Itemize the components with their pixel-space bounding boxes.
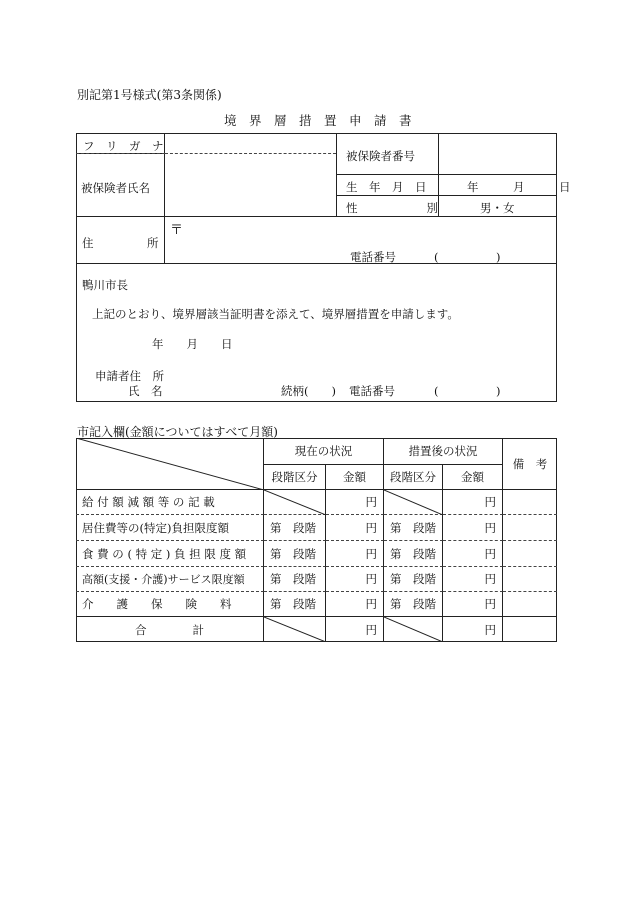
row5-remarks[interactable] [503, 592, 557, 617]
applicant-phone-label: 電話番号 [349, 384, 395, 398]
phone-label: 電話番号 [350, 250, 396, 264]
applicant-name-label: 氏 名 [128, 384, 163, 398]
addressee: 鴨川市長 [82, 278, 128, 292]
page-title: 境 界 層 措 置 申 請 書 [224, 113, 412, 128]
birth-label: 生 年 月 日 [346, 180, 427, 194]
total-label: 合 計 [76, 617, 264, 642]
gender-value[interactable]: 男・女 [480, 201, 515, 215]
insured-name-label: 被保険者氏名 [81, 181, 150, 195]
row-label-service-limit: 高額(支援・介護)サービス限度額 [76, 567, 264, 592]
row4-after-stage[interactable]: 第 段階 [384, 567, 443, 592]
declaration-date[interactable]: 年 月 日 [152, 337, 233, 351]
row2-after-amount[interactable]: 円 [443, 515, 503, 541]
row2-current-stage[interactable]: 第 段階 [264, 515, 326, 541]
after-stage-header: 段階区分 [384, 465, 443, 490]
phone-field[interactable]: ( ) [434, 250, 501, 264]
relation-field[interactable]: 続柄( ) [281, 384, 336, 398]
furigana-label: フ リ ガ ナ [83, 139, 164, 153]
declaration-statement: 上記のとおり、境界層該当証明書を添えて、境界層措置を申請します。 [92, 307, 459, 321]
row1-current-stage-slash [264, 490, 326, 515]
row1-after-amount[interactable]: 円 [443, 490, 503, 515]
row3-current-amount[interactable]: 円 [326, 541, 384, 567]
row4-current-stage[interactable]: 第 段階 [264, 567, 326, 592]
after-amount-header: 金額 [443, 465, 503, 490]
postal-mark-icon: 〒 [170, 223, 184, 238]
total-after-stage-slash [384, 617, 443, 642]
row1-remarks[interactable] [503, 490, 557, 515]
address-label-2: 所 [147, 236, 159, 250]
insured-number-field[interactable] [439, 133, 557, 175]
row3-current-stage[interactable]: 第 段階 [264, 541, 326, 567]
birth-date-value: 年 月 日 [467, 180, 571, 194]
diagonal-header-line [76, 438, 264, 490]
total-after-amount[interactable]: 円 [443, 617, 503, 642]
total-current-stage-slash [264, 617, 326, 642]
row2-after-stage[interactable]: 第 段階 [384, 515, 443, 541]
row1-after-stage-slash [384, 490, 443, 515]
row-label-housing-limit: 居住費等の(特定)負担限度額 [76, 515, 264, 541]
row5-current-amount[interactable]: 円 [326, 592, 384, 617]
gender-label: 性 別 [346, 201, 438, 215]
city-section-heading: 市記入欄(金額についてはすべて月額) [77, 425, 278, 439]
row4-after-amount[interactable]: 円 [443, 567, 503, 592]
current-stage-header: 段階区分 [264, 465, 326, 490]
row4-current-amount[interactable]: 円 [326, 567, 384, 592]
total-remarks[interactable] [503, 617, 557, 642]
current-amount-header: 金額 [326, 465, 384, 490]
row4-remarks[interactable] [503, 567, 557, 592]
row3-after-stage[interactable]: 第 段階 [384, 541, 443, 567]
after-status-header: 措置後の状況 [384, 438, 503, 465]
row2-current-amount[interactable]: 円 [326, 515, 384, 541]
remarks-header: 備 考 [503, 438, 557, 490]
applicant-phone-field[interactable]: ( ) [434, 384, 501, 398]
row3-after-amount[interactable]: 円 [443, 541, 503, 567]
current-status-header: 現在の状況 [264, 438, 384, 465]
row5-current-stage[interactable]: 第 段階 [264, 592, 326, 617]
row-label-benefit-reduction: 給 付 額 減 額 等 の 記 載 [76, 490, 264, 515]
address-label-1: 住 [82, 236, 94, 250]
applicant-address-label: 申請者住 所 [95, 369, 164, 383]
row3-remarks[interactable] [503, 541, 557, 567]
row1-current-amount[interactable]: 円 [326, 490, 384, 515]
row-label-food-limit: 食 費 の ( 特 定 ) 負 担 限 度 額 [76, 541, 264, 567]
row-label-insurance-premium: 介 護 保 険 料 [76, 592, 264, 617]
row2-remarks[interactable] [503, 515, 557, 541]
insured-name-field[interactable] [165, 154, 336, 217]
row5-after-stage[interactable]: 第 段階 [384, 592, 443, 617]
total-current-amount[interactable]: 円 [326, 617, 384, 642]
row5-after-amount[interactable]: 円 [443, 592, 503, 617]
form-reference: 別記第1号様式(第3条関係) [77, 88, 222, 102]
furigana-field[interactable] [165, 133, 336, 154]
furigana-left-dash [76, 133, 165, 154]
insured-number-label: 被保険者番号 [346, 149, 415, 163]
